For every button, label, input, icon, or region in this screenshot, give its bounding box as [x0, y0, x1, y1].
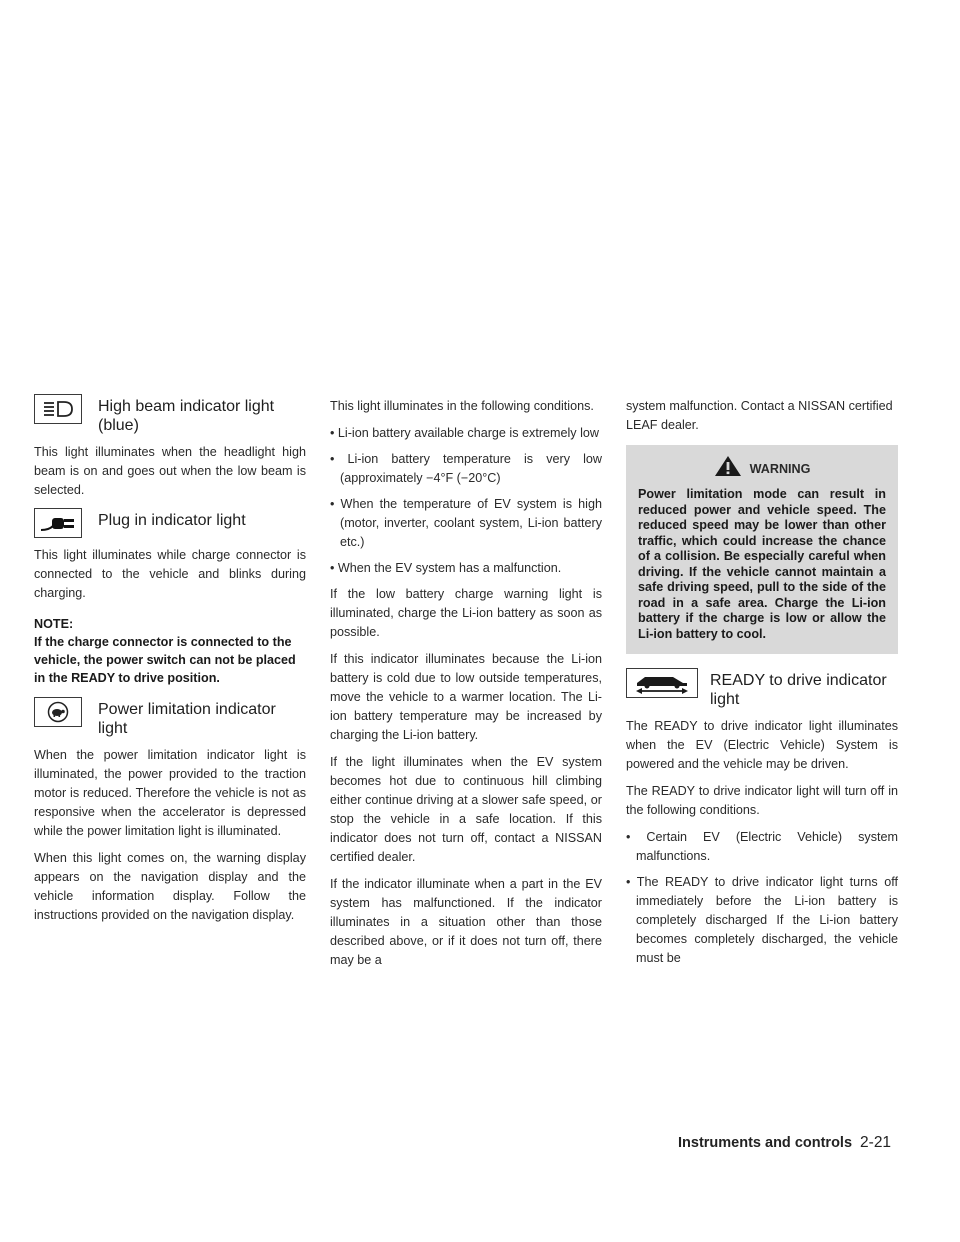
list-item: • Certain EV (Electric Vehicle) system malfunctions. [626, 830, 898, 863]
paragraph: If the light illuminates when the EV system becomes hot due to continuous hill climbing either continue driving at a slower safe speed, or stop the vehicle in a safe location. If this indicator does not turn off, contact a NISSAN certified dealer. [330, 755, 602, 864]
column-middle [330, 397, 602, 978]
list-item: • Li-ion battery available charge is extremely low [330, 426, 600, 440]
ready-text-2: The READY to drive indicator light will turn off in the following conditions. [626, 784, 898, 817]
ready-text-1: The READY to drive indicator light illuminates when the EV (Electric Vehicle) System is powered and the vehicle may be driven. [626, 719, 898, 771]
note-heading: NOTE: [34, 617, 74, 631]
list-item: • When the EV system has a malfunction. [330, 561, 562, 575]
column-right [626, 397, 898, 975]
continued-text: system malfunction. Contact a NISSAN certified LEAF dealer. [626, 399, 893, 432]
high-beam-icon [34, 394, 82, 424]
warning-header [638, 455, 886, 483]
plug-in-title: Plug in indicator light [98, 512, 246, 529]
ready-title: READY to drive indicator light [710, 672, 887, 708]
paragraph: If the indicator illuminate when a part in the EV system has malfunctioned. If the indicator illuminates in a situation other than those described above, or if it does not turn off, there may be a [330, 877, 602, 967]
high-beam-text: This light illuminates when the headlight high beam is on and goes out when the low beam is selected. [34, 445, 306, 497]
plug-in-heading [34, 508, 306, 538]
warning-box [626, 445, 898, 654]
column-left [34, 394, 306, 933]
power-limitation-text-1: When the power limitation indicator light is illuminated, the power provided to the traction motor is reduced. Therefore the vehicle is not as responsive when the accelerator is depressed while the power limitation light is illuminated. [34, 748, 306, 838]
page-number: 2-21 [860, 1134, 892, 1151]
power-limitation-heading [34, 697, 306, 738]
conditions-intro: This light illuminates in the following conditions. [330, 399, 594, 413]
warning-title: WARNING [749, 461, 811, 476]
section-title: Instruments and controls [678, 1135, 853, 1151]
paragraph: If the low battery charge warning light is illuminated, charge the Li-ion battery as soon as possible. [330, 587, 602, 639]
turtle-icon [34, 697, 82, 727]
page-footer [678, 1134, 891, 1152]
warning-text: Power limitation mode can result in reduced power and vehicle speed. The reduced speed may be lower than other traffic, which could increase the chance of a collision. Be especially careful when driving. If the vehicle cannot maintain a safe driving speed, pull to the side of the road in a safe area. Charge the Li-ion battery if the charge is low or allow the Li-ion battery to cool. [638, 487, 886, 641]
list-item: • Li-ion battery temperature is very low (approximately −4°F (−20°C) [330, 452, 602, 485]
list-item: • When the temperature of EV system is high (motor, inverter, coolant system, Li-ion battery etc.) [330, 497, 602, 549]
note-block [34, 615, 306, 687]
warning-triangle-icon [714, 455, 742, 483]
paragraph: If this indicator illuminates because the Li-ion battery is cold due to low outside temperatures, move the vehicle to a warmer location. The Li-ion battery temperature may be increased by charging the Li-ion battery. [330, 652, 602, 742]
plug-in-text: This light illuminates while charge connector is connected to the vehicle and blinks during charging. [34, 548, 306, 600]
power-limitation-title: Power limitation indicator light [98, 701, 276, 737]
high-beam-heading [34, 394, 306, 435]
high-beam-title: High beam indicator light (blue) [98, 398, 275, 434]
ready-heading [626, 668, 898, 709]
plug-icon [34, 508, 82, 538]
note-text: If the charge connector is connected to the vehicle, the power switch can not be placed in the READY to drive position. [34, 635, 296, 685]
power-limitation-text-2: When this light comes on, the warning display appears on the navigation display and the vehicle information display. Follow the instructions provided on the navigation display. [34, 851, 306, 922]
ready-car-icon [626, 668, 698, 698]
list-item: • The READY to drive indicator light turns off immediately before the Li-ion battery is completely discharged If the Li-ion battery becomes completely discharged, the vehicle must be [626, 875, 898, 965]
